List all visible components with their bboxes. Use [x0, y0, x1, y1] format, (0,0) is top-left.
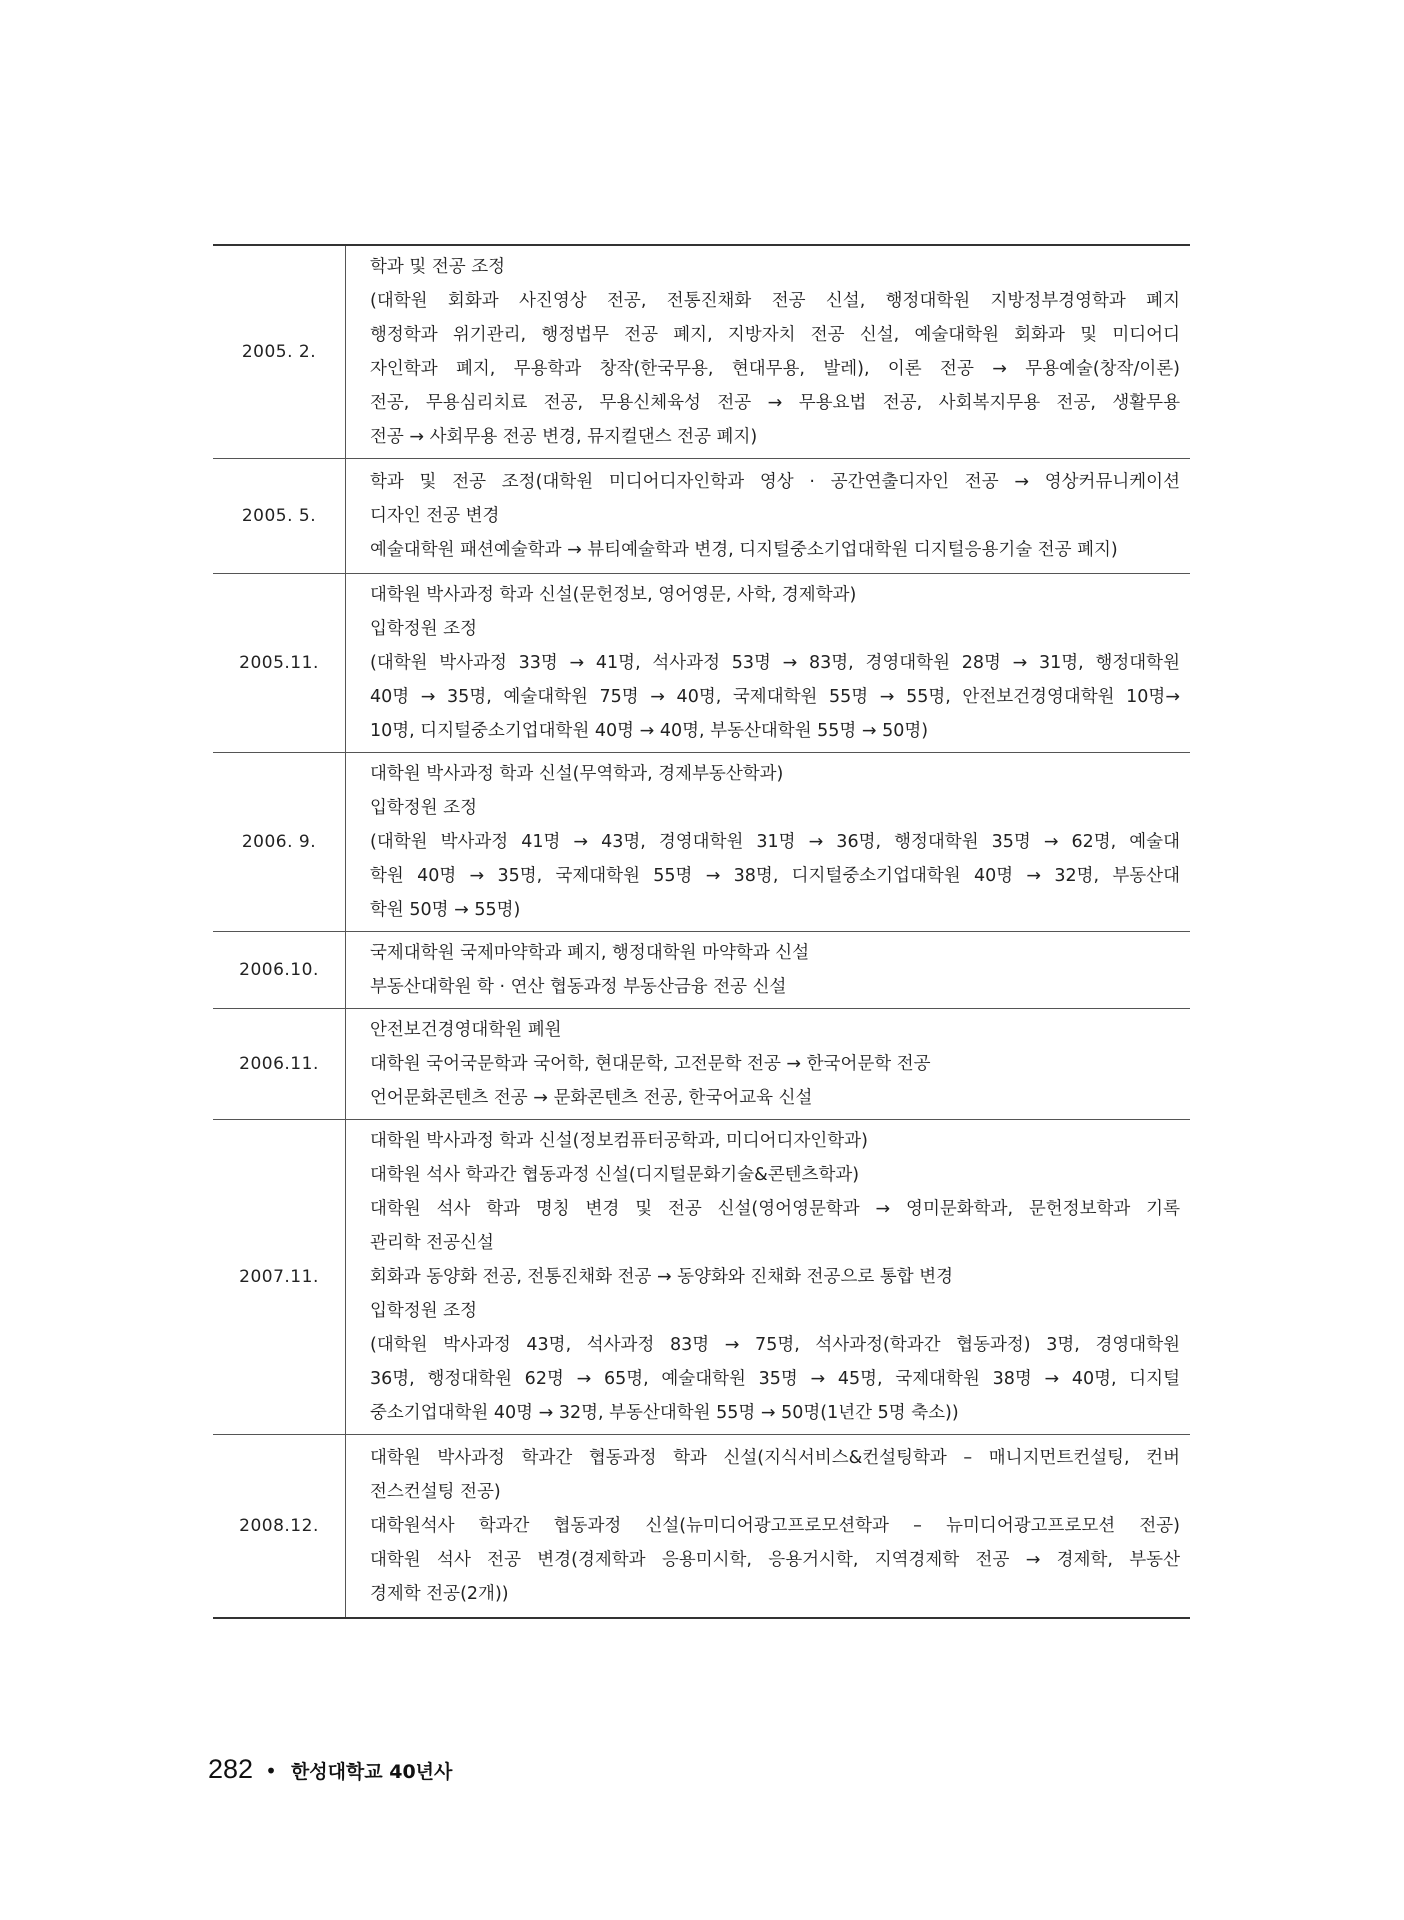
history-row [213, 1009, 1190, 1120]
history-line: 언어문화콘텐츠 전공 → 문화콘텐츠 전공, 한국어교육 신설 [370, 1088, 813, 1108]
page-footer [208, 1754, 452, 1794]
history-line: (대학원 회화과 사진영상 전공, 전통진채화 전공 신설, 행정대학원 지방정부경영학과 폐지 [370, 291, 1180, 311]
history-line: 학원 40명 → 35명, 국제대학원 55명 → 38명, 디지털중소기업대학원 40명 → 32명, 부동산대 [370, 866, 1180, 886]
history-line: 대학원 석사 학과 명칭 변경 및 전공 신설(영어영문학과 → 영미문화학과, 문헌정보학과 기록 [370, 1199, 1180, 1219]
history-line: (대학원 박사과정 43명, 석사과정 83명 → 75명, 석사과정(학과간 협동과정) 3명, 경영대학원 [370, 1335, 1180, 1355]
history-line: 대학원 박사과정 학과 신설(정보컴퓨터공학과, 미디어디자인학과) [370, 1131, 868, 1151]
history-line: 40명 → 35명, 예술대학원 75명 → 40명, 국제대학원 55명 → 55명, 안전보건경영대학원 10명→ [370, 687, 1180, 707]
history-content [346, 245, 1191, 459]
history-content [346, 574, 1191, 753]
history-content [346, 1120, 1191, 1435]
footer-bullet: • [265, 1759, 277, 1783]
history-date: 2006. 9. [213, 753, 346, 932]
history-line: 10명, 디지털중소기업대학원 40명 → 40명, 부동산대학원 55명 → 50명) [370, 721, 929, 741]
history-line: 대학원 박사과정 학과 신설(무역학과, 경제부동산학과) [370, 764, 784, 784]
history-line: 전스컨설팅 전공) [370, 1482, 501, 1502]
history-content [346, 932, 1191, 1009]
history-line: 부동산대학원 학 · 연산 협동과정 부동산금융 전공 신설 [370, 977, 787, 997]
page-number: 282 [208, 1754, 254, 1784]
history-row [213, 1120, 1190, 1435]
history-line: 디자인 전공 변경 [370, 506, 500, 526]
history-line: 중소기업대학원 40명 → 32명, 부동산대학원 55명 → 50명(1년간 5명 축소)) [370, 1403, 959, 1423]
history-line: 입학정원 조정 [370, 1301, 477, 1321]
history-line: 예술대학원 패션예술학과 → 뷰티예술학과 변경, 디지털중소기업대학원 디지털응용기술 전공 폐지) [370, 540, 1118, 560]
book-title: 한성대학교 40년사 [290, 1761, 453, 1783]
history-line: 국제대학원 국제마약학과 폐지, 행정대학원 마약학과 신설 [370, 943, 810, 963]
history-line: 학과 및 전공 조정 [370, 257, 506, 277]
history-date: 2007.11. [213, 1120, 346, 1435]
history-row [213, 1435, 1190, 1619]
history-line: 안전보건경영대학원 폐원 [370, 1020, 562, 1040]
history-row [213, 459, 1190, 574]
history-line: 대학원 석사 학과간 협동과정 신설(디지털문화기술&콘텐츠학과) [370, 1165, 860, 1185]
history-table-body [213, 245, 1190, 1618]
history-line: 경제학 전공(2개)) [370, 1584, 509, 1604]
history-line: 학과 및 전공 조정(대학원 미디어디자인학과 영상 · 공간연출디자인 전공 → 영상커뮤니케이션 [370, 472, 1180, 492]
history-table [213, 244, 1190, 1619]
history-date: 2008.12. [213, 1435, 346, 1619]
history-row [213, 753, 1190, 932]
history-content [346, 459, 1191, 574]
history-line: 전공 → 사회무용 전공 변경, 뮤지컬댄스 전공 폐지) [370, 427, 758, 447]
history-line: 관리학 전공신설 [370, 1233, 494, 1253]
history-line: 36명, 행정대학원 62명 → 65명, 예술대학원 35명 → 45명, 국제대학원 38명 → 40명, 디지털 [370, 1369, 1180, 1389]
history-line: (대학원 박사과정 33명 → 41명, 석사과정 53명 → 83명, 경영대학원 28명 → 31명, 행정대학원 [370, 653, 1180, 673]
history-date: 2006.11. [213, 1009, 346, 1120]
history-date: 2006.10. [213, 932, 346, 1009]
history-row [213, 932, 1190, 1009]
history-row [213, 245, 1190, 459]
history-content [346, 753, 1191, 932]
history-content [346, 1009, 1191, 1120]
history-line: 학원 50명 → 55명) [370, 900, 521, 920]
history-row [213, 574, 1190, 753]
history-line: 행정학과 위기관리, 행정법무 전공 폐지, 지방자치 전공 신설, 예술대학원 회화과 및 미디어디 [370, 325, 1180, 345]
history-line: 대학원 박사과정 학과간 협동과정 학과 신설(지식서비스&컨설팅학과 – 매니지먼트컨설팅, 컨버 [370, 1448, 1180, 1468]
history-line: 대학원 석사 전공 변경(경제학과 응용미시학, 응용거시학, 지역경제학 전공 → 경제학, 부동산 [370, 1550, 1180, 1570]
history-content [346, 1435, 1191, 1619]
history-date: 2005. 5. [213, 459, 346, 574]
history-line: 입학정원 조정 [370, 798, 477, 818]
history-line: 자인학과 폐지, 무용학과 창작(한국무용, 현대무용, 발레), 이론 전공 → 무용예술(창작/이론) [370, 359, 1180, 379]
history-line: 입학정원 조정 [370, 619, 477, 639]
history-date: 2005.11. [213, 574, 346, 753]
history-date: 2005. 2. [213, 245, 346, 459]
history-line: 전공, 무용심리치료 전공, 무용신체육성 전공 → 무용요법 전공, 사회복지무용 전공, 생활무용 [370, 393, 1180, 413]
history-line: 회화과 동양화 전공, 전통진채화 전공 → 동양화와 진채화 전공으로 통합 변경 [370, 1267, 954, 1287]
history-line: 대학원 박사과정 학과 신설(문헌정보, 영어영문, 사학, 경제학과) [370, 585, 857, 605]
history-line: 대학원 국어국문학과 국어학, 현대문학, 고전문학 전공 → 한국어문학 전공 [370, 1054, 931, 1074]
history-line: 대학원석사 학과간 협동과정 신설(뉴미디어광고프로모션학과 – 뉴미디어광고프로모션 전공) [370, 1516, 1180, 1536]
history-line: (대학원 박사과정 41명 → 43명, 경영대학원 31명 → 36명, 행정대학원 35명 → 62명, 예술대 [370, 832, 1180, 852]
